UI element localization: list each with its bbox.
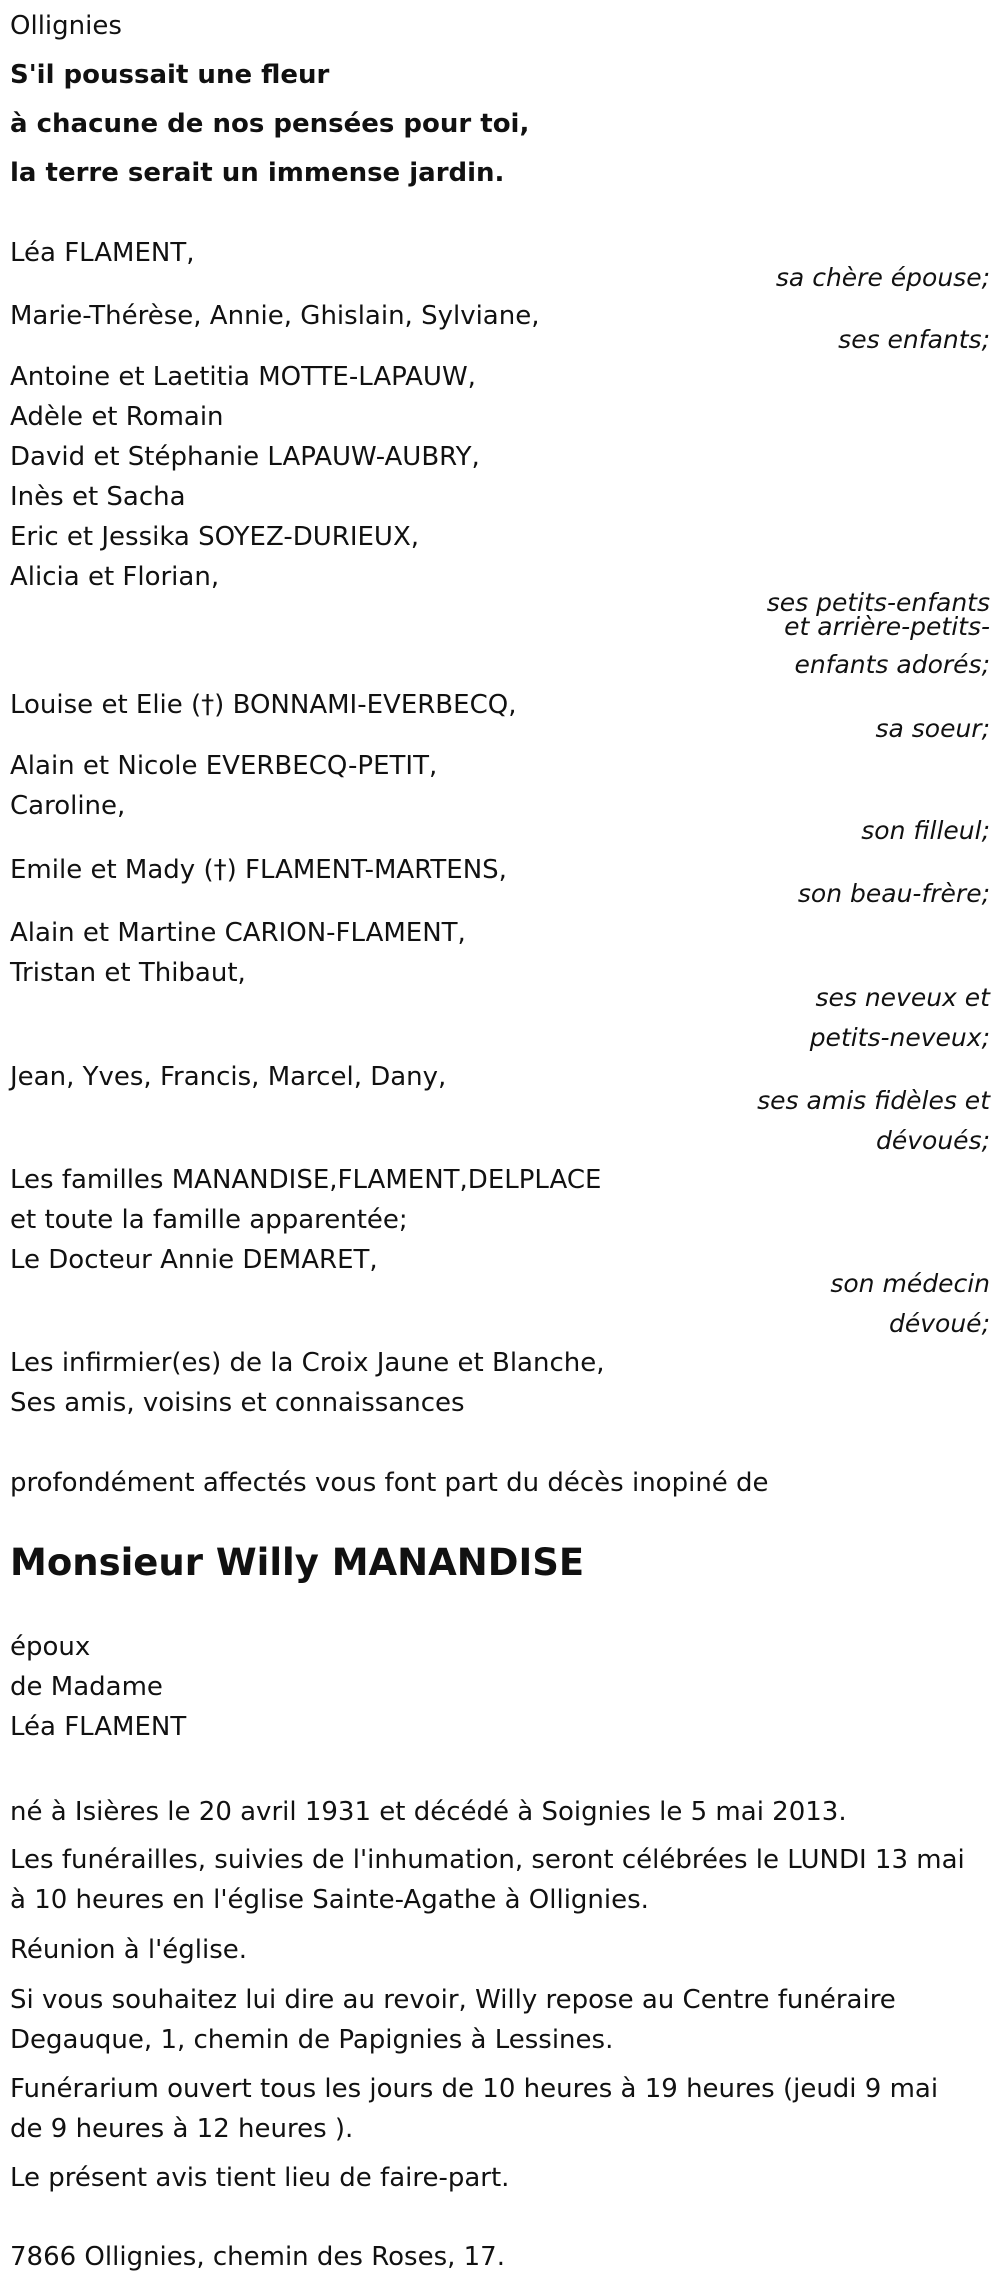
families-line: Les familles MANANDISE,FLAMENT,DELPLACE — [10, 1165, 602, 1195]
grandchildren-line: Eric et Jessika SOYEZ-DURIEUX, — [10, 522, 420, 552]
funeral-line: à 10 heures en l'église Sainte-Agathe à Ollignies. — [10, 1885, 649, 1915]
grandchildren-role: ses petits-enfants — [766, 588, 990, 617]
godson-line: Alain et Nicole EVERBECQ-PETIT, — [10, 751, 438, 781]
spouse-of-line: époux — [10, 1632, 91, 1662]
deceased-name: Monsieur Willy MANANDISE — [10, 1541, 585, 1584]
children-role: ses enfants; — [838, 325, 990, 354]
grandchildren-role: et arrière-petits- — [784, 612, 990, 641]
nephews-role: petits-neveux; — [809, 1023, 990, 1052]
sister-role: sa soeur; — [875, 714, 990, 743]
doctor-role: dévoué; — [889, 1309, 990, 1338]
nurses-line: Ses amis, voisins et connaissances — [10, 1388, 465, 1418]
notice-line: Le présent avis tient lieu de faire-part. — [10, 2163, 510, 2193]
nephews-line: Alain et Martine CARION-FLAMENT, — [10, 918, 466, 948]
friends-role: dévoués; — [875, 1126, 990, 1155]
doctor-role: son médecin — [830, 1269, 990, 1298]
funeral-line: Les funérailles, suivies de l'inhumation, seront célébrées le LUNDI 13 mai — [10, 1845, 965, 1875]
families-line: Le Docteur Annie DEMARET, — [10, 1245, 378, 1275]
nephews-role: ses neveux et — [815, 983, 990, 1012]
visitation-line: Degauque, 1, chemin de Papignies à Lessines. — [10, 2025, 614, 2055]
brother-in-law-name: Emile et Mady (†) FLAMENT-MARTENS, — [10, 855, 507, 885]
families-line: et toute la famille apparentée; — [10, 1205, 408, 1235]
godson-line: Caroline, — [10, 791, 126, 821]
spouse-role: sa chère épouse; — [775, 263, 990, 292]
grandchildren-line: David et Stéphanie LAPAUW-AUBRY, — [10, 442, 480, 472]
announcement: profondément affectés vous font part du décès inopiné de — [10, 1468, 769, 1498]
friends-role: ses amis fidèles et — [757, 1086, 990, 1115]
sister-name: Louise et Elie (†) BONNAMI-EVERBECQ, — [10, 690, 517, 720]
poem-line-3: la terre serait un immense jardin. — [10, 158, 505, 188]
spouse-of-line: Léa FLAMENT — [10, 1712, 187, 1742]
children-names: Marie-Thérèse, Annie, Ghislain, Sylviane, — [10, 301, 540, 331]
grandchildren-line: Inès et Sacha — [10, 482, 186, 512]
poem-line-2: à chacune de nos pensées pour toi, — [10, 109, 530, 139]
grandchildren-line: Adèle et Romain — [10, 402, 224, 432]
grandchildren-role: enfants adorés; — [794, 650, 990, 679]
spouse-name: Léa FLAMENT, — [10, 238, 195, 268]
spouse-of-line: de Madame — [10, 1672, 163, 1702]
nephews-line: Tristan et Thibaut, — [10, 958, 246, 988]
brother-in-law-role: son beau-frère; — [797, 879, 990, 908]
meeting-line: Réunion à l'église. — [10, 1935, 248, 1965]
address-line: 7866 Ollignies, chemin des Roses, 17. — [10, 2242, 505, 2272]
godson-role: son filleul; — [861, 816, 990, 845]
visitation-line: Si vous souhaitez lui dire au revoir, Willy repose au Centre funéraire — [10, 1985, 896, 2015]
hours-line: de 9 heures à 12 heures ). — [10, 2114, 354, 2144]
birth-death-line: né à Isières le 20 avril 1931 et décédé à Soignies le 5 mai 2013. — [10, 1797, 847, 1827]
friends-names: Jean, Yves, Francis, Marcel, Dany, — [10, 1062, 447, 1092]
grandchildren-line: Antoine et Laetitia MOTTE-LAPAUW, — [10, 362, 476, 392]
hours-line: Funérarium ouvert tous les jours de 10 heures à 19 heures (jeudi 9 mai — [10, 2074, 939, 2104]
place-name: Ollignies — [10, 11, 122, 41]
poem-line-1: S'il poussait une fleur — [10, 60, 330, 90]
grandchildren-line: Alicia et Florian, — [10, 562, 220, 592]
nurses-line: Les infirmier(es) de la Croix Jaune et Blanche, — [10, 1348, 605, 1378]
